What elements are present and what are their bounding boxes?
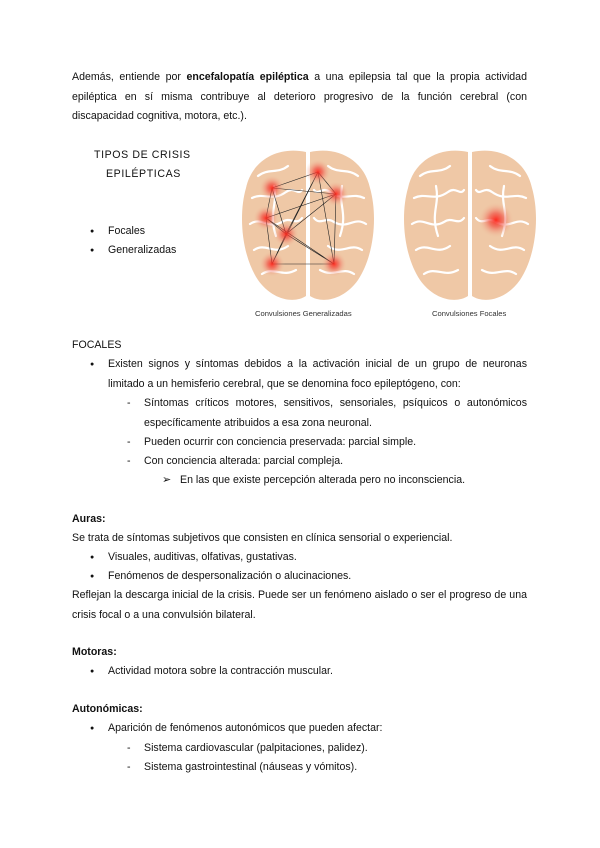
focales-bullet: ● Existen signos y síntomas debidos a la activación inicial de un grupo de neuronas limitado a un hemisferio cerebral, que se denomina foco epileptógeno, con:: [108, 355, 527, 394]
brain-focal-illustration: [400, 146, 540, 306]
caption-generalized: Convulsiones Generalizadas: [255, 309, 352, 318]
focales-heading: FOCALES: [72, 339, 122, 351]
focus-spot: [259, 251, 285, 277]
focus-spot: [259, 175, 285, 201]
tipos-item-generalizadas: ● Generalizadas: [108, 241, 176, 260]
motoras-heading: Motoras:: [72, 646, 117, 658]
focales-dash-1: - Síntomas críticos motores, sensitivos, sensoriales, psíquicos o autonómicos específicamente atribuidos a esa zona neuronal.: [144, 394, 527, 433]
auras-text: Se trata de síntomas subjetivos que consisten en clínica sensorial o experiencial.: [72, 532, 453, 544]
focus-spot: [273, 221, 299, 247]
autonomicas-dash-1: - Sistema cardiovascular (palpitaciones, palidez).: [144, 739, 368, 758]
motoras-bullet: ● Actividad motora sobre la contracción muscular.: [108, 662, 333, 681]
intro-paragraph: [72, 68, 527, 127]
focales-arrow-item: ➢ En las que existe percepción alterada pero no inconsciencia.: [180, 471, 465, 490]
focus-spot: [321, 251, 347, 277]
focales-dash-3: - Con conciencia alterada: parcial compleja.: [144, 452, 343, 471]
caption-focal: Convulsiones Focales: [432, 309, 507, 318]
auras-heading: Auras:: [72, 513, 106, 525]
tipos-title-line2: EPILÉPTICAS: [106, 168, 181, 180]
autonomicas-heading: Autonómicas:: [72, 703, 143, 715]
autonomicas-bullet: ● Aparición de fenómenos autonómicos que pueden afectar:: [108, 719, 382, 738]
brain-generalized-illustration: [238, 146, 378, 306]
intro-suffix: a una epilepsia tal que la propia actividad epiléptica en sí misma contribuye al deterioro progresivo de la función cerebral (con discapacidad cognitiva, motora, etc.).: [72, 71, 527, 122]
auras-bullet-1: ● Visuales, auditivas, olfativas, gustativas.: [108, 548, 297, 567]
intro-term: encefalopatía epiléptica: [186, 71, 309, 83]
tipos-title-line1: TIPOS DE CRISIS: [94, 149, 191, 161]
focal-spot: [478, 202, 514, 238]
auras-bullet-2: ● Fenómenos de despersonalización o alucinaciones.: [108, 567, 351, 586]
autonomicas-dash-2: - Sistema gastrointestinal (náuseas y vómitos).: [144, 758, 357, 777]
tipos-item-focales: ● Focales: [108, 222, 145, 241]
focus-spot: [323, 181, 349, 207]
focus-spot: [305, 159, 331, 185]
intro-prefix: Además, entiende por: [72, 71, 187, 83]
auras-closing: Reflejan la descarga inicial de la crisis. Puede ser un fenómeno aislado o ser el progreso de una crisis focal o a una convulsión bilateral.: [72, 589, 527, 621]
focales-dash-2: - Pueden ocurrir con conciencia preservada: parcial simple.: [144, 433, 416, 452]
